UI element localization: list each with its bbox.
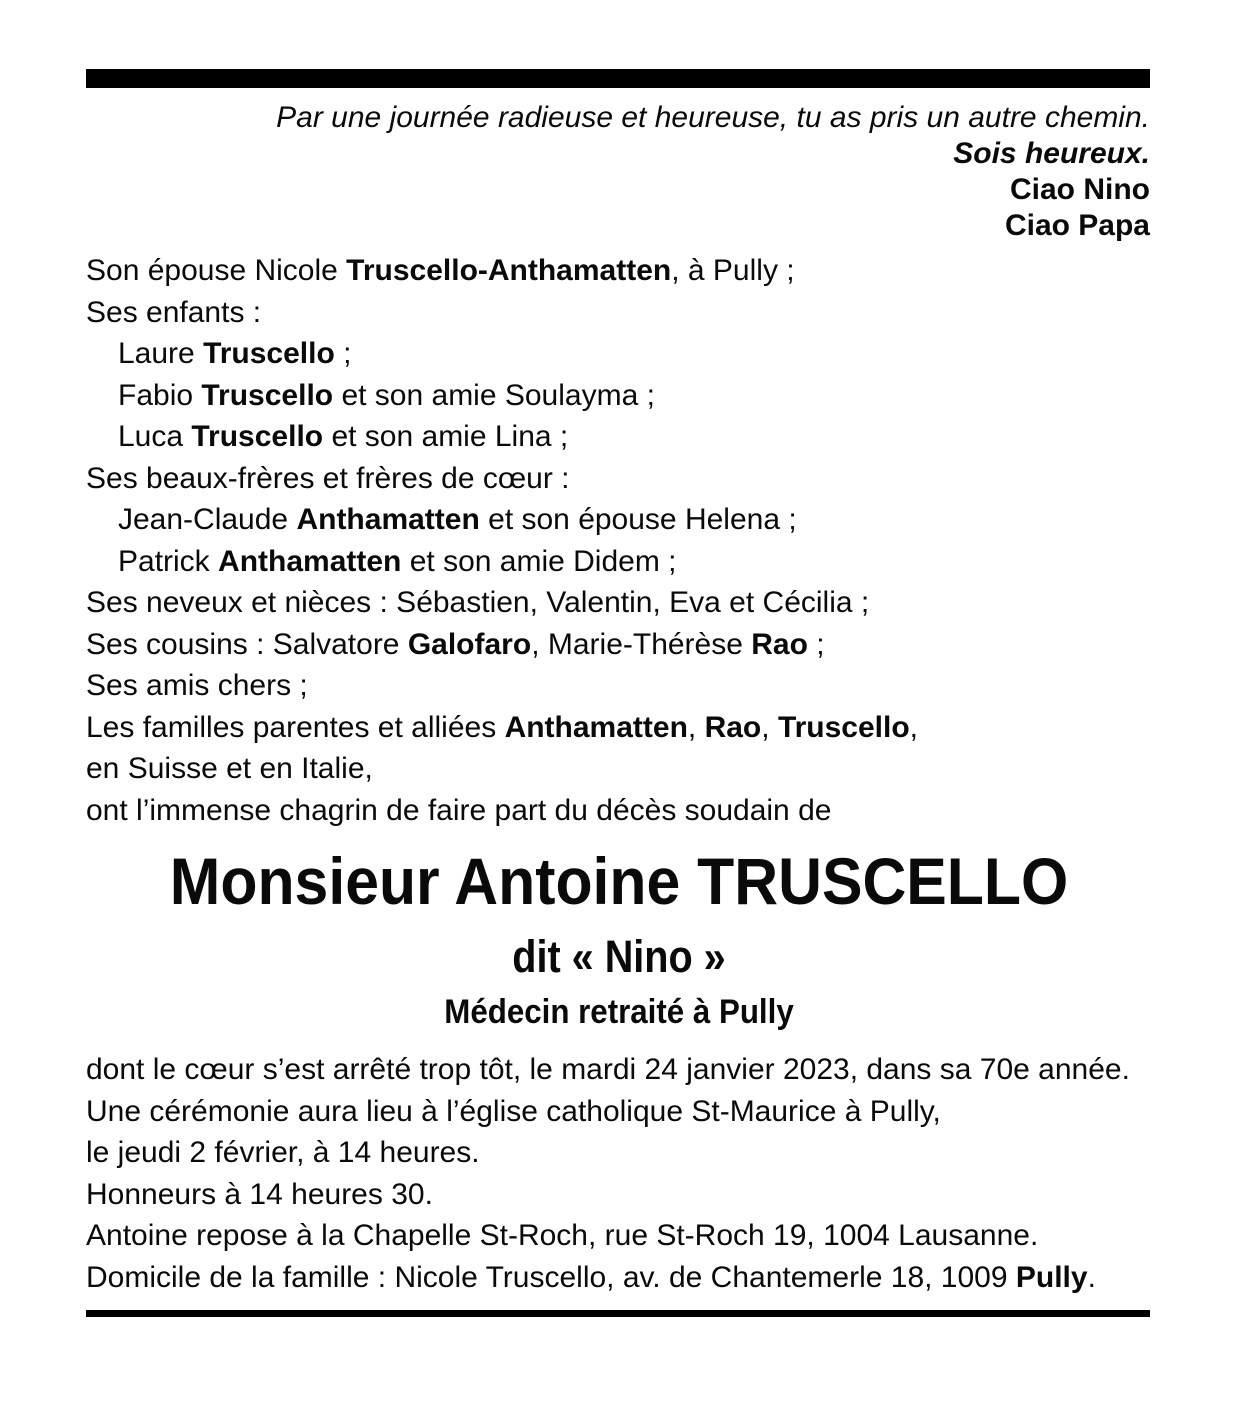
deceased-nickname: dit « Nino »: [512, 931, 726, 982]
announcement-line: Honneurs à 14 heures 30.: [86, 1177, 433, 1211]
family-line: Jean-Claude Anthamatten et son épouse Helena ;: [118, 503, 797, 536]
announcement-line: Antoine repose à la Chapelle St-Roch, rue St-Roch 19, 1004 Lausanne.: [86, 1219, 1039, 1252]
announcement: [86, 1049, 1186, 1298]
family-list: [86, 250, 1186, 831]
family-line: Ses beaux-frères et frères de cœur :: [86, 461, 570, 495]
epigraph: [86, 100, 1150, 244]
family-line: en Suisse et en Italie,: [86, 752, 373, 785]
announcement-line: Une cérémonie aura lieu à l’église catholique St-Maurice à Pully,: [86, 1094, 941, 1128]
top-rule: [86, 69, 1150, 88]
family-line: Fabio Truscello et son amie Soulayma ;: [118, 378, 655, 412]
epigraph-line: Ciao Papa: [1004, 209, 1150, 242]
family-line: Les familles parentes et alliées Anthamatten, Rao, Truscello,: [86, 710, 918, 744]
announcement-line: dont le cœur s’est arrêté trop tôt, le mardi 24 janvier 2023, dans sa 70e année.: [86, 1053, 1130, 1086]
announcement-line: le jeudi 2 février, à 14 heures.: [86, 1136, 480, 1169]
epigraph-line: Ciao Nino: [1010, 173, 1150, 206]
family-line: Laure Truscello ;: [118, 337, 352, 370]
family-line: Ses amis chers ;: [86, 669, 308, 702]
announcement-line: Domicile de la famille : Nicole Truscello, av. de Chantemerle 18, 1009 Pully.: [86, 1260, 1096, 1294]
family-line: Patrick Anthamatten et son amie Didem ;: [118, 544, 677, 578]
family-line: ont l’immense chagrin de faire part du décès soudain de: [86, 793, 832, 827]
family-line: Luca Truscello et son amie Lina ;: [118, 420, 569, 453]
deceased-profession: Médecin retraité à Pully: [444, 993, 794, 1031]
epigraph-line: Par une journée radieuse et heureuse, tu as pris un autre chemin.: [276, 101, 1150, 134]
deceased-name: Monsieur Antoine TRUSCELLO: [169, 844, 1069, 918]
family-line: Ses cousins : Salvatore Galofaro, Marie-Thérèse Rao ;: [86, 627, 825, 661]
epigraph-line: Sois heureux.: [953, 137, 1150, 170]
family-line: Ses neveux et nièces : Sébastien, Valentin, Eva et Cécilia ;: [86, 586, 870, 619]
bottom-rule: [86, 1310, 1150, 1317]
family-line: Ses enfants :: [86, 295, 262, 329]
family-line: Son épouse Nicole Truscello-Anthamatten, à Pully ;: [86, 254, 795, 287]
